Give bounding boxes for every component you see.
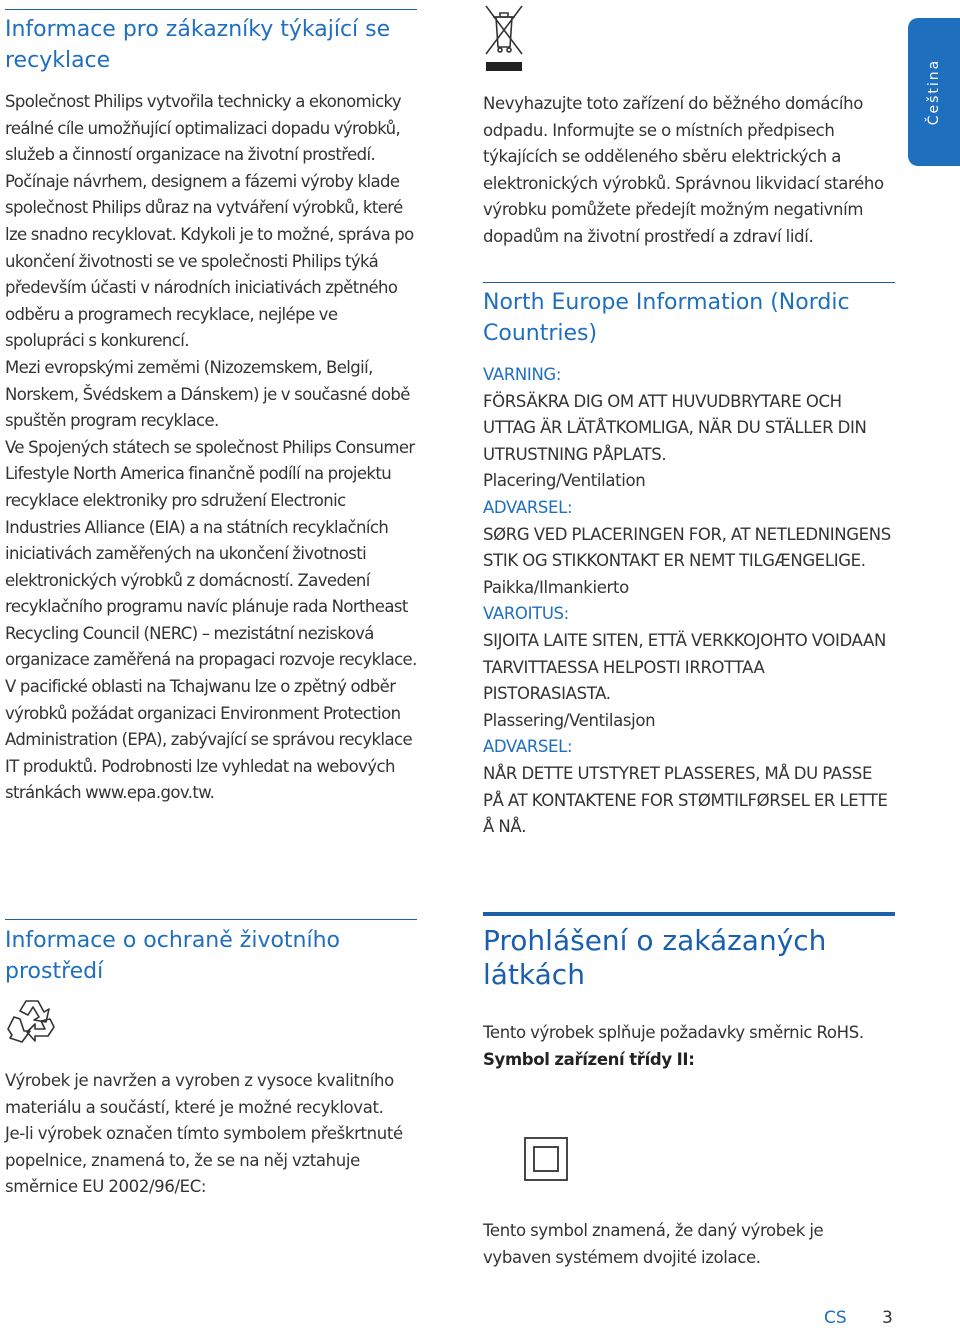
paragraph: Společnost Philips vytvořila technicky a ekonomicky reálné cíle umožňující optimalizaci dopadu výrobků, služeb a činností organizace na životní prostředí.: [5, 92, 402, 165]
warning-label: ADVARSEL:: [483, 737, 573, 757]
paragraph: V pacifické oblasti na Tchajwanu lze o zpětný odběr výrobků požádat organizaci Environment Protection Administration (EPA), zabývající se správou recyklace IT produktů. Podrobnosti lze vyhledat na webových stránkách www.epa.gov.tw.: [5, 677, 413, 803]
paragraph: Ve Spojených státech se společnost Philips Consumer Lifestyle North America finančně podílí na projektu recyklace elektroniky pro sdružení Electronic Industries Alliance (EIA) a na státních recyklačních iniciativách zaměřených na ukončení životnosti elektronických výrobků z domácností. Zavedení recyklačního programu navíc plánuje rada Northeast Recycling Council (NERC) – mezistátní nezisková organizace zaměřená na propagaci rozvoje recyklace.: [5, 437, 417, 670]
recycling-text: [5, 89, 417, 807]
subheading: Paikka/Ilmankierto: [483, 577, 629, 597]
crossed-out-bin-icon: [483, 3, 525, 73]
warning-text: NÅR DETTE UTSTYRET PLASSERES, MÅ DU PASSE PÅ AT KONTAKTENE FOR STØMTILFØRSEL ER LETTE Å NÅ.: [483, 763, 888, 837]
paragraph: Mezi evropskými zeměmi (Nizozemskem, Belgií, Norskem, Švédskem a Dánskem) je v současné době spuštěn program recyklace.: [5, 357, 410, 431]
language-tab: [908, 18, 960, 166]
warning-text: FÖRSÄKRA DIG OM ATT HUVUDBRYTARE OCH UTTAG ÄR LÄTÅTKOMLIGA, NÄR DU STÄLLER DIN UTRUSTNING PÅPLATS.: [483, 391, 867, 464]
paragraph: Tento výrobek splňuje požadavky směrnic RoHS.: [483, 1023, 864, 1042]
recycling-heading: Informace pro zákazníky týkající se recyklace: [5, 17, 391, 73]
rohs-text: [483, 1020, 895, 1073]
subheading: Placering/Ventilation: [483, 471, 646, 491]
warning-text: SØRG VED PLACERINGEN FOR, AT NETLEDNINGENS STIK OG STIKKONTAKT ER NEMT TILGÆNGELIGE.: [483, 524, 891, 571]
language-tab-label: Čeština: [926, 58, 942, 126]
paragraph: Je-li výrobek označen tímto symbolem přeškrtnuté popelnice, znamená to, že se na něj vztahuje směrnice EU 2002/96/EC:: [5, 1124, 403, 1197]
nordic-heading: North Europe Information (Nordic Countries): [483, 290, 850, 346]
rohs-heading: Prohlášení o zakázaných látkách: [483, 924, 827, 991]
section-rule: [483, 282, 895, 283]
warning-label: VARNING:: [483, 365, 562, 384]
warning-label: VAROITUS:: [483, 604, 569, 624]
paragraph: Tento symbol znamená, že daný výrobek je vybaven systémem dvojité izolace.: [483, 1221, 824, 1267]
environment-heading: Informace o ochraně životního prostředí: [5, 928, 341, 984]
page-number: 3: [882, 1308, 893, 1328]
paragraph: Výrobek je navržen a vyroben z vysoce kvalitního materiálu a součástí, které je možné recyklovat.: [5, 1071, 394, 1117]
warning-label: ADVARSEL:: [483, 497, 573, 517]
recycle-icon: [6, 995, 58, 1047]
class-ii-note: [483, 1218, 895, 1271]
environment-text: [5, 1068, 417, 1201]
section-rule: [5, 9, 417, 10]
section-rule: [5, 919, 417, 920]
section-rule-thick: [483, 912, 895, 916]
footer-language-code: CS: [824, 1308, 847, 1328]
class-ii-label: Symbol zařízení třídy II:: [483, 1049, 695, 1069]
warning-text: SIJOITA LAITE SITEN, ETTÄ VERKKOJOHTO VOIDAAN TARVITTAESSA HELPOSTI IRROTTAA PISTORASIASTA.: [483, 630, 886, 704]
nordic-text: [483, 362, 895, 841]
double-insulation-icon: [524, 1137, 568, 1181]
weee-text: [483, 91, 895, 251]
paragraph: Nevyhazujte toto zařízení do běžného domácího odpadu. Informujte se o místních předpisech týkajících se odděleného sběru elektrických a elektronických výrobků. Správnou likvidací starého výrobku pomůžete předejít možným negativním dopadům na životní prostředí a zdraví lidí.: [483, 94, 884, 246]
subheading: Plassering/Ventilasjon: [483, 710, 656, 730]
paragraph: Počínaje návrhem, designem a fázemi výroby klade společnost Philips důraz na vytváření výrobků, které lze snadno recyklovat. Kdykoli je to možné, správa po ukončení životnosti se ve společnosti Philips týká především účasti v národních iniciativách zpětného odběru a programech recyklace, nejlépe ve spolupráci s konkurencí.: [5, 171, 414, 351]
